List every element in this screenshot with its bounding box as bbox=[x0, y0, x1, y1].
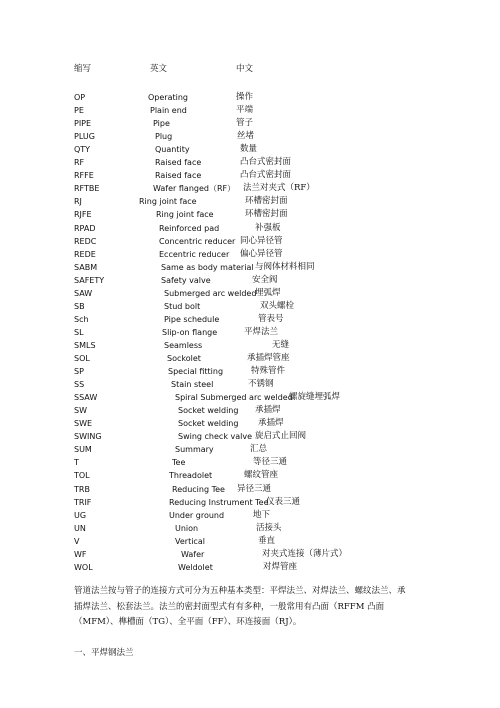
row-english: Pipe bbox=[153, 119, 170, 129]
row-english: Eccentric reducer bbox=[159, 249, 230, 259]
row-abbr: SB bbox=[74, 301, 85, 311]
row-chinese: 无缝 bbox=[272, 339, 290, 350]
row-english: Threadolet bbox=[169, 471, 213, 481]
row-chinese: 对夹式连接（薄片式） bbox=[262, 548, 348, 559]
table-row bbox=[0, 313, 500, 326]
row-chinese: 螺纹管座 bbox=[244, 470, 279, 481]
table-row bbox=[0, 274, 500, 287]
row-chinese: 环槽密封面 bbox=[245, 209, 288, 220]
row-english: Operating bbox=[148, 93, 188, 102]
row-english: Reinforced pad bbox=[159, 223, 220, 233]
row-abbr: RFFE bbox=[74, 171, 94, 181]
row-abbr: QTY bbox=[74, 145, 91, 155]
table-row bbox=[0, 222, 500, 235]
row-chinese: 平端 bbox=[236, 105, 254, 116]
row-english: Quantity bbox=[155, 145, 190, 155]
row-english: Slip-on flange bbox=[162, 327, 218, 337]
row-abbr: SSAW bbox=[74, 393, 98, 403]
row-abbr: RJFE bbox=[74, 210, 92, 220]
table-row bbox=[0, 287, 500, 300]
table-row bbox=[0, 300, 500, 313]
row-chinese: 环槽密封面 bbox=[245, 196, 288, 207]
row-abbr: SAW bbox=[74, 288, 93, 298]
row-abbr: PLUG bbox=[74, 132, 95, 142]
row-chinese: 安全阀 bbox=[252, 274, 278, 285]
row-abbr: SUM bbox=[74, 445, 92, 455]
table-row bbox=[0, 91, 500, 104]
table-row bbox=[0, 169, 500, 182]
row-abbr: SL bbox=[74, 327, 84, 337]
row-english: Socket welding bbox=[178, 419, 239, 429]
section-heading: 一、平焊钢法兰 bbox=[74, 648, 134, 658]
table-row bbox=[0, 378, 500, 391]
row-abbr: SS bbox=[74, 380, 85, 390]
table-row bbox=[0, 182, 500, 195]
row-chinese: 承插焊 bbox=[258, 418, 284, 429]
table-row bbox=[0, 535, 500, 548]
row-abbr: RFTBE bbox=[74, 184, 100, 194]
row-english: Plug bbox=[155, 132, 173, 142]
row-chinese: 承插焊 bbox=[255, 405, 281, 416]
row-english: Socket welding bbox=[178, 406, 239, 416]
row-chinese: 操作 bbox=[236, 92, 254, 102]
table-row bbox=[0, 548, 500, 561]
row-english: Sockolet bbox=[167, 354, 201, 363]
table-row bbox=[0, 365, 500, 378]
table-row bbox=[0, 561, 500, 574]
row-abbr: WOL bbox=[74, 562, 93, 572]
paragraph-line-2: 插焊法兰、松套法兰。法兰的密封面型式有有多种，一般常用有凸面（RFFM 凸面 bbox=[74, 601, 385, 612]
row-abbr: TOL bbox=[74, 471, 90, 481]
row-english: Swing check valve bbox=[178, 432, 253, 442]
row-abbr: SMLS bbox=[74, 340, 96, 350]
row-english: Concentric reducer bbox=[159, 236, 236, 246]
row-english: Reducing Instrument Tee bbox=[169, 497, 269, 507]
header-cn: 中文 bbox=[236, 64, 254, 74]
row-abbr: T bbox=[74, 458, 79, 468]
row-abbr: TRIF bbox=[74, 497, 92, 507]
row-chinese: 偏心异径管 bbox=[240, 248, 283, 259]
row-english: Wafer flanged（RF） bbox=[153, 184, 236, 194]
row-english: Spiral Submerged arc welded bbox=[175, 393, 293, 403]
paragraph bbox=[74, 584, 434, 631]
table-row bbox=[0, 326, 500, 339]
row-chinese: 对焊管座 bbox=[263, 561, 298, 572]
row-chinese: 等径三通 bbox=[253, 457, 288, 468]
row-chinese: 汇总 bbox=[250, 444, 268, 455]
table-row bbox=[0, 522, 500, 535]
row-abbr: REDE bbox=[74, 249, 96, 259]
row-english: Union bbox=[175, 523, 199, 533]
row-abbr: PIPE bbox=[74, 119, 92, 129]
table-row bbox=[0, 483, 500, 496]
table-row bbox=[0, 404, 500, 417]
table-row bbox=[0, 117, 500, 130]
table-row bbox=[0, 430, 500, 443]
table-row bbox=[0, 208, 500, 221]
row-english: Tee bbox=[172, 458, 186, 468]
row-chinese: 不锈钢 bbox=[248, 379, 274, 390]
row-chinese: 螺旋缝埋弧焊 bbox=[289, 392, 341, 403]
row-abbr: V bbox=[74, 536, 80, 546]
table-row bbox=[0, 456, 500, 469]
row-chinese: 特殊管件 bbox=[251, 366, 286, 377]
row-abbr: SWE bbox=[74, 419, 93, 429]
row-chinese: 地下 bbox=[253, 509, 271, 520]
table-row bbox=[0, 130, 500, 143]
row-chinese: 平焊法兰 bbox=[244, 326, 279, 337]
row-english: Summary bbox=[175, 445, 214, 455]
row-chinese: 埋弧焊 bbox=[255, 287, 281, 298]
row-chinese: 数量 bbox=[240, 144, 258, 155]
row-chinese: 凸台式密封面 bbox=[240, 157, 292, 168]
row-abbr: REDC bbox=[74, 236, 97, 246]
table-row bbox=[0, 352, 500, 365]
row-chinese: 凸台式密封面 bbox=[240, 170, 292, 181]
table-row bbox=[0, 261, 500, 274]
header-abbr: 缩写 bbox=[74, 64, 92, 74]
row-abbr: RF bbox=[74, 158, 85, 168]
row-english: Raised face bbox=[155, 171, 202, 181]
row-english: Stud bolt bbox=[164, 301, 201, 311]
row-chinese: 垂直 bbox=[258, 535, 276, 546]
table-row bbox=[0, 248, 500, 261]
row-chinese: 异径三通 bbox=[237, 483, 272, 494]
table-row bbox=[0, 496, 500, 509]
header-en: 英文 bbox=[150, 64, 168, 74]
row-abbr: SAFETY bbox=[74, 275, 105, 285]
row-chinese: 管子 bbox=[236, 118, 254, 129]
table-row bbox=[0, 156, 500, 169]
row-abbr: UG bbox=[74, 510, 87, 520]
row-english: Pipe schedule bbox=[164, 314, 220, 324]
row-chinese: 与阀体材料相同 bbox=[255, 261, 315, 272]
row-abbr: PE bbox=[74, 106, 84, 116]
table-row bbox=[0, 509, 500, 522]
row-chinese: 管表号 bbox=[258, 313, 284, 324]
row-english: Vertical bbox=[175, 536, 205, 546]
table-row bbox=[0, 443, 500, 456]
row-abbr: WF bbox=[74, 549, 87, 559]
table-row bbox=[0, 417, 500, 430]
row-chinese: 补强板 bbox=[255, 222, 281, 233]
row-abbr: SOL bbox=[74, 354, 90, 363]
table-row bbox=[0, 104, 500, 117]
row-abbr: TRB bbox=[74, 484, 90, 494]
row-english: Wafer bbox=[181, 549, 205, 559]
row-english: Seamless bbox=[164, 340, 203, 350]
row-english: Same as body material bbox=[161, 262, 254, 272]
row-abbr: SWING bbox=[74, 432, 102, 442]
row-chinese: 法兰对夹式（RF） bbox=[243, 183, 315, 194]
table-row bbox=[0, 195, 500, 208]
row-chinese: 丝堵 bbox=[237, 131, 255, 142]
row-abbr: RJ bbox=[74, 197, 82, 207]
row-chinese: 同心异径管 bbox=[240, 235, 283, 246]
row-abbr: SABM bbox=[74, 262, 98, 272]
row-chinese: 双头螺栓 bbox=[260, 300, 295, 311]
row-abbr: UN bbox=[74, 523, 86, 533]
row-abbr: OP bbox=[74, 93, 86, 102]
row-chinese: 承插焊管座 bbox=[247, 353, 290, 363]
paragraph-line-1: 管道法兰按与管子的连接方式可分为五种基本类型：平焊法兰、对焊法兰、螺纹法兰、承 bbox=[74, 586, 406, 596]
row-abbr: SP bbox=[74, 367, 84, 377]
table-row bbox=[0, 391, 500, 404]
row-abbr: RPAD bbox=[74, 223, 96, 233]
row-english: Reducing Tee bbox=[172, 484, 225, 494]
row-chinese: 旋启式止回阀 bbox=[255, 431, 307, 442]
row-english: Ring joint face bbox=[156, 210, 214, 220]
row-english: Safety valve bbox=[161, 275, 211, 285]
row-chinese: 活接头 bbox=[256, 522, 282, 533]
row-english: Special fitting bbox=[168, 367, 224, 377]
row-english: Weldolet bbox=[178, 562, 213, 572]
row-english: Ring joint face bbox=[139, 197, 197, 207]
row-abbr: SW bbox=[74, 406, 87, 416]
table-row bbox=[0, 143, 500, 156]
table-row bbox=[0, 235, 500, 248]
row-chinese: 仪表三通 bbox=[266, 496, 301, 507]
paragraph-line-3: （MFM）、榫槽面（TG）、全平面（FF）、环连接面（RJ）。 bbox=[74, 617, 302, 627]
row-english: Raised face bbox=[155, 158, 202, 168]
row-english: Under ground bbox=[169, 510, 225, 520]
table-row bbox=[0, 339, 500, 352]
row-abbr: Sch bbox=[74, 314, 89, 324]
row-english: Plain end bbox=[150, 106, 187, 116]
row-english: Submerged arc welded bbox=[164, 288, 257, 298]
table-row bbox=[0, 469, 500, 482]
row-english: Stain steel bbox=[171, 380, 214, 390]
